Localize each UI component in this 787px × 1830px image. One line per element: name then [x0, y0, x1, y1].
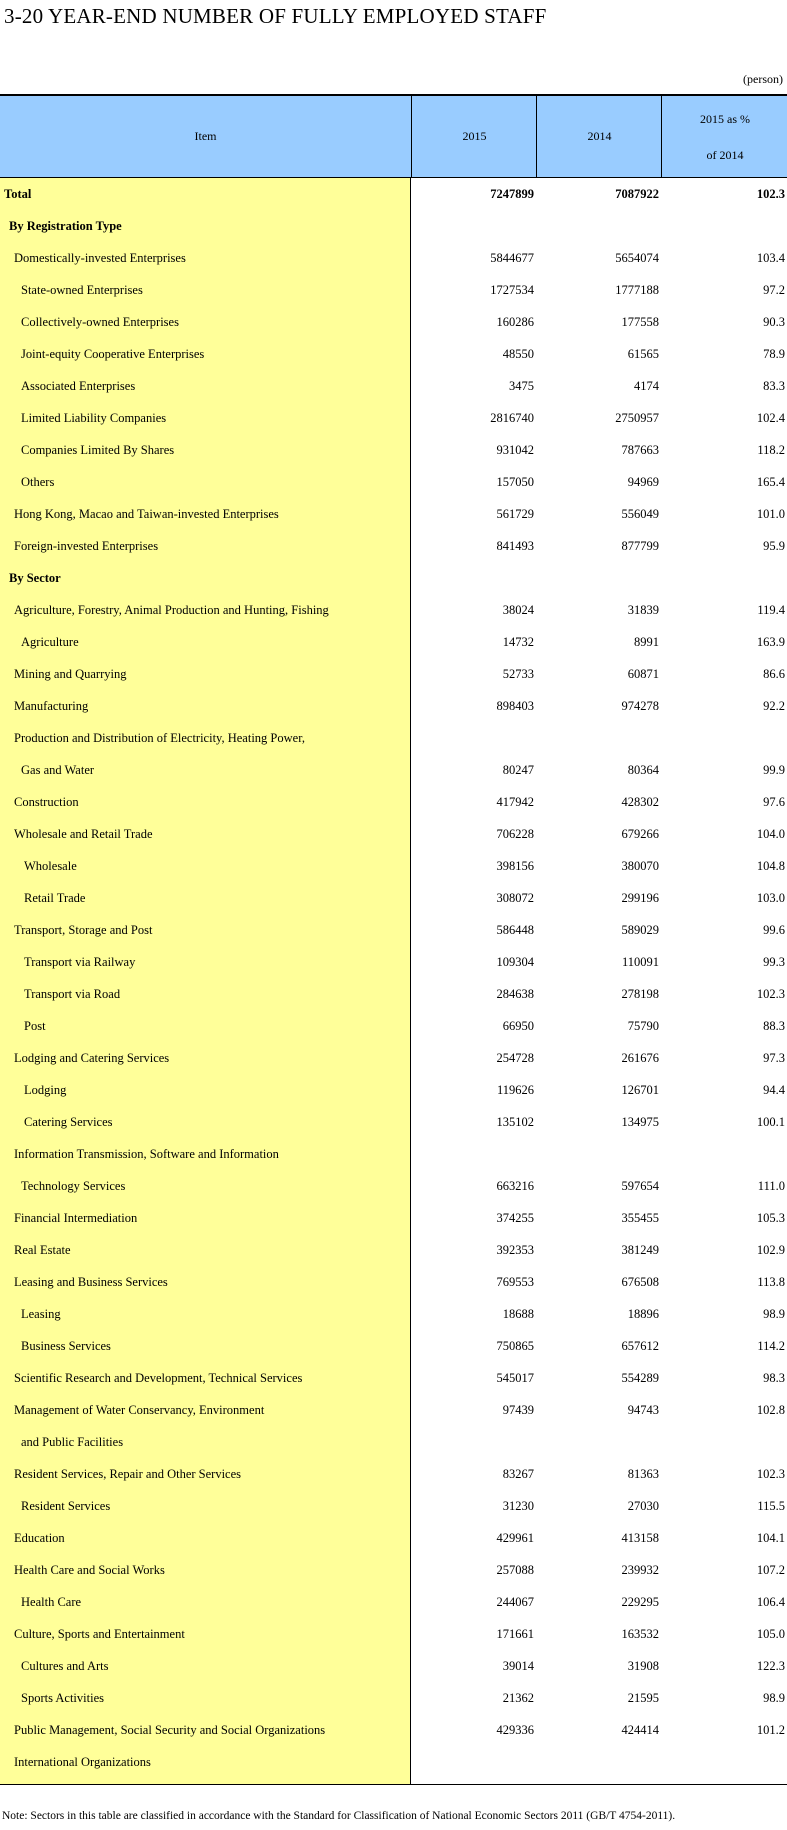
- table-row: [0, 210, 787, 242]
- table-row: [0, 1330, 787, 1362]
- row-item-label: Wholesale and Retail Trade: [14, 827, 153, 841]
- row-value-2015: 21362: [502, 1691, 534, 1705]
- row-value-pct: 83.3: [763, 379, 785, 393]
- row-value-2014: 60871: [627, 667, 659, 681]
- row-value-2014: 7087922: [615, 187, 659, 201]
- row-value-2015: 38024: [502, 603, 534, 617]
- row-value-pct: 163.9: [756, 635, 785, 649]
- row-item-label: Gas and Water: [21, 763, 95, 777]
- row-item-label: Limited Liability Companies: [21, 411, 167, 425]
- row-value-pct: 103.0: [756, 891, 785, 905]
- row-value-pct: 100.1: [756, 1115, 785, 1129]
- table-row: [0, 1586, 787, 1618]
- row-value-2015: 244067: [496, 1595, 534, 1609]
- row-value-pct: 98.9: [763, 1691, 785, 1705]
- row-item-label: Collectively-owned Enterprises: [21, 315, 179, 329]
- row-item-label: Cultures and Arts: [21, 1659, 109, 1673]
- table-row: [0, 594, 787, 626]
- row-value-2014: 679266: [621, 827, 659, 841]
- row-value-2014: 163532: [621, 1627, 659, 1641]
- row-item-label: Public Management, Social Security and Social Organizations: [14, 1723, 326, 1737]
- row-value-2015: 663216: [496, 1179, 534, 1193]
- row-value-2015: 31230: [502, 1499, 534, 1513]
- row-value-pct: 88.3: [763, 1019, 785, 1033]
- row-value-2014: 110091: [621, 955, 659, 969]
- row-value-pct: 102.3: [756, 987, 785, 1001]
- table-row: [0, 1682, 787, 1714]
- row-value-pct: 78.9: [763, 347, 785, 361]
- row-item-label: Culture, Sports and Entertainment: [14, 1627, 185, 1641]
- row-value-pct: 99.9: [763, 763, 785, 777]
- table-row: [0, 850, 787, 882]
- table-row: [0, 754, 787, 786]
- row-value-2014: 657612: [621, 1339, 659, 1353]
- row-value-pct: 104.1: [756, 1531, 785, 1545]
- row-value-2014: 278198: [621, 987, 659, 1001]
- row-item-label: Health Care: [21, 1595, 82, 1609]
- row-value-pct: 115.5: [757, 1499, 785, 1513]
- row-item-label: Transport, Storage and Post: [14, 923, 153, 937]
- row-value-pct: 97.6: [763, 795, 785, 809]
- header-pct: [661, 96, 787, 177]
- row-value-2014: 81363: [627, 1467, 659, 1481]
- row-item-label: Management of Water Conservancy, Environment: [14, 1403, 265, 1417]
- row-item-label: Mining and Quarrying: [14, 667, 127, 681]
- row-item-label: Resident Services, Repair and Other Services: [14, 1467, 242, 1481]
- row-item-label: Post: [24, 1019, 46, 1033]
- row-item-label: Domestically-invested Enterprises: [14, 251, 186, 265]
- row-value-pct: 106.4: [756, 1595, 785, 1609]
- table-row: [0, 1170, 787, 1202]
- row-item-label: Companies Limited By Shares: [21, 443, 175, 457]
- table-row: [0, 1362, 787, 1394]
- table-row: [0, 434, 787, 466]
- row-value-2015: 52733: [502, 667, 534, 681]
- row-value-2015: 160286: [496, 315, 534, 329]
- row-item-label: Transport via Road: [24, 987, 121, 1001]
- table-row: [0, 626, 787, 658]
- table-row: [0, 402, 787, 434]
- row-value-2015: 392353: [496, 1243, 534, 1257]
- row-value-pct: 92.2: [763, 699, 785, 713]
- row-item-label: By Registration Type: [9, 219, 122, 233]
- table-row: [0, 1426, 787, 1458]
- table-row: [0, 658, 787, 690]
- row-value-2014: 2750957: [615, 411, 659, 425]
- row-value-2014: 31839: [627, 603, 659, 617]
- footnote: Note: Sectors in this table are classified in accordance with the Standard for Classification of National Economic Sectors 2011 (GB/T 4754-2011).: [2, 1810, 676, 1822]
- row-item-label: Production and Distribution of Electricity, Heating Power,: [14, 731, 305, 745]
- table-row: [0, 1650, 787, 1682]
- header-item: Item: [194, 129, 217, 143]
- table-row: [0, 914, 787, 946]
- row-value-2014: 589029: [621, 923, 659, 937]
- table-row: [0, 562, 787, 594]
- row-item-label: State-owned Enterprises: [21, 283, 143, 297]
- row-value-2014: 1777188: [615, 283, 659, 297]
- table-row: [0, 1394, 787, 1426]
- table-row: [0, 1266, 787, 1298]
- row-item-label: Scientific Research and Development, Technical Services: [14, 1371, 303, 1385]
- row-value-2014: 134975: [621, 1115, 659, 1129]
- row-value-2014: 229295: [621, 1595, 659, 1609]
- row-item-label: Agriculture: [21, 635, 79, 649]
- page-title: 3-20 YEAR-END NUMBER OF FULLY EMPLOYED STAFF: [4, 4, 547, 28]
- row-value-2015: 398156: [496, 859, 534, 873]
- table-row: [0, 1138, 787, 1170]
- row-value-pct: 99.6: [763, 923, 785, 937]
- row-value-2015: 374255: [496, 1211, 534, 1225]
- table-row: [0, 1298, 787, 1330]
- table-row: [0, 1202, 787, 1234]
- row-value-2014: 4174: [634, 379, 659, 393]
- table-row: [0, 306, 787, 338]
- row-value-2015: 561729: [496, 507, 534, 521]
- table-row: [0, 882, 787, 914]
- row-value-2015: 284638: [496, 987, 534, 1001]
- unit-label: (person): [743, 72, 783, 86]
- row-value-2014: 787663: [621, 443, 659, 457]
- row-value-pct: 97.2: [763, 283, 785, 297]
- row-value-pct: 102.3: [756, 187, 785, 201]
- row-item-label: Associated Enterprises: [21, 379, 136, 393]
- table-row: [0, 530, 787, 562]
- table-row: [0, 274, 787, 306]
- row-item-label: Transport via Railway: [24, 955, 136, 969]
- row-value-pct: 122.3: [756, 1659, 785, 1673]
- row-value-2015: 750865: [496, 1339, 534, 1353]
- row-item-label: By Sector: [9, 571, 61, 585]
- row-item-label: Construction: [14, 795, 79, 809]
- row-item-label: Education: [14, 1531, 65, 1545]
- row-value-2015: 83267: [502, 1467, 534, 1481]
- row-value-2014: 8991: [634, 635, 659, 649]
- row-value-2015: 308072: [496, 891, 534, 905]
- row-value-pct: 98.9: [763, 1307, 785, 1321]
- row-value-2014: 299196: [621, 891, 659, 905]
- row-item-label: Manufacturing: [14, 699, 89, 713]
- row-value-2014: 597654: [621, 1179, 659, 1193]
- table-row: [0, 370, 787, 402]
- row-value-pct: 86.6: [763, 667, 785, 681]
- row-value-2014: 381249: [621, 1243, 659, 1257]
- row-item-label: Information Transmission, Software and Information: [14, 1147, 279, 1161]
- row-item-label: Leasing and Business Services: [14, 1275, 168, 1289]
- row-value-pct: 105.3: [756, 1211, 785, 1225]
- row-item-label: Sports Activities: [21, 1691, 104, 1705]
- table-row: [0, 1234, 787, 1266]
- row-value-2015: 66950: [502, 1019, 534, 1033]
- row-item-label: Others: [21, 475, 55, 489]
- row-value-2015: 931042: [496, 443, 534, 457]
- row-value-2015: 3475: [509, 379, 534, 393]
- row-value-pct: 102.9: [756, 1243, 785, 1257]
- row-value-2015: 586448: [496, 923, 534, 937]
- row-value-pct: 118.2: [757, 443, 785, 457]
- row-value-2015: 97439: [502, 1403, 534, 1417]
- row-value-pct: 94.4: [763, 1083, 785, 1097]
- row-value-2014: 554289: [621, 1371, 659, 1385]
- table-row: [0, 978, 787, 1010]
- row-item-label: Lodging: [24, 1083, 67, 1097]
- row-value-2014: 239932: [621, 1563, 659, 1577]
- row-value-2015: 5844677: [490, 251, 534, 265]
- table-row: [0, 498, 787, 530]
- table-row: [0, 1618, 787, 1650]
- row-value-2014: 413158: [621, 1531, 659, 1545]
- row-value-2014: 126701: [621, 1083, 659, 1097]
- row-value-pct: 104.8: [756, 859, 785, 873]
- row-value-pct: 102.3: [756, 1467, 785, 1481]
- row-value-2015: 2816740: [490, 411, 534, 425]
- row-value-2014: 5654074: [615, 251, 659, 265]
- table-row: [0, 1554, 787, 1586]
- row-value-pct: 97.3: [763, 1051, 785, 1065]
- row-value-pct: 113.8: [757, 1275, 785, 1289]
- row-item-label: Health Care and Social Works: [14, 1563, 165, 1577]
- row-value-pct: 103.4: [756, 251, 785, 265]
- table-header: [0, 94, 787, 178]
- table-row: [0, 242, 787, 274]
- row-item-label: Leasing: [21, 1307, 61, 1321]
- table-row: [0, 1106, 787, 1138]
- row-item-label: Real Estate: [14, 1243, 71, 1257]
- row-item-label: Business Services: [21, 1339, 111, 1353]
- row-value-pct: 98.3: [763, 1371, 785, 1385]
- row-value-2015: 769553: [496, 1275, 534, 1289]
- table-row: [0, 1522, 787, 1554]
- row-item-label: Financial Intermediation: [14, 1211, 138, 1225]
- row-value-2015: 119626: [496, 1083, 534, 1097]
- row-value-pct: 104.0: [756, 827, 785, 841]
- row-value-2015: 171661: [496, 1627, 534, 1641]
- header-2015: 2015: [411, 96, 537, 177]
- row-value-2015: 48550: [502, 347, 534, 361]
- row-item-label: Wholesale: [24, 859, 77, 873]
- row-value-2015: 80247: [502, 763, 534, 777]
- row-value-2014: 974278: [621, 699, 659, 713]
- table-row: [0, 722, 787, 754]
- row-value-pct: 107.2: [756, 1563, 785, 1577]
- row-item-label: Lodging and Catering Services: [14, 1051, 170, 1065]
- row-value-2014: 380070: [621, 859, 659, 873]
- row-value-2014: 424414: [621, 1723, 659, 1737]
- table-row: [0, 1010, 787, 1042]
- table-row: [0, 786, 787, 818]
- row-item-label: Foreign-invested Enterprises: [14, 539, 159, 553]
- table-row: [0, 1042, 787, 1074]
- table-row: [0, 1746, 787, 1778]
- staff-table: [0, 94, 787, 1785]
- row-value-2015: 841493: [496, 539, 534, 553]
- row-value-2015: 39014: [502, 1659, 534, 1673]
- row-value-2014: 18896: [627, 1307, 659, 1321]
- row-value-2014: 80364: [627, 763, 659, 777]
- row-value-2015: 1727534: [490, 283, 534, 297]
- row-value-2014: 261676: [621, 1051, 659, 1065]
- row-value-2014: 31908: [627, 1659, 659, 1673]
- row-value-2014: 27030: [627, 1499, 659, 1513]
- row-value-2015: 18688: [502, 1307, 534, 1321]
- row-item-label: Catering Services: [24, 1115, 113, 1129]
- row-item-label: Agriculture, Forestry, Animal Production and Hunting, Fishing: [14, 603, 329, 617]
- row-value-2015: 109304: [496, 955, 534, 969]
- row-value-pct: 99.3: [763, 955, 785, 969]
- row-value-2014: 61565: [627, 347, 659, 361]
- table-row: [0, 178, 787, 210]
- table-row: [0, 1490, 787, 1522]
- table-row: [0, 1458, 787, 1490]
- row-item-label: Total: [4, 187, 32, 201]
- row-value-pct: 95.9: [763, 539, 785, 553]
- table-row: [0, 946, 787, 978]
- row-value-pct: 102.4: [756, 411, 785, 425]
- row-value-pct: 101.2: [756, 1723, 785, 1737]
- row-value-pct: 102.8: [756, 1403, 785, 1417]
- table-body: [0, 178, 787, 1784]
- table-bottom-rule: [0, 1784, 787, 1785]
- row-value-2015: 417942: [496, 795, 534, 809]
- row-value-2014: 877799: [621, 539, 659, 553]
- row-value-2014: 355455: [621, 1211, 659, 1225]
- row-value-2014: 556049: [621, 507, 659, 521]
- row-value-2015: 7247899: [490, 187, 534, 201]
- row-item-label: Resident Services: [21, 1499, 111, 1513]
- row-value-2014: 94743: [627, 1403, 659, 1417]
- row-value-pct: 165.4: [756, 475, 785, 489]
- header-pct-line1: 2015 as %: [700, 111, 750, 126]
- header-2014: 2014: [536, 96, 662, 177]
- row-value-2015: 898403: [496, 699, 534, 713]
- row-value-2015: 157050: [496, 475, 534, 489]
- row-item-label: Technology Services: [21, 1179, 126, 1193]
- row-value-pct: 114.2: [757, 1339, 785, 1353]
- row-item-label: and Public Facilities: [21, 1435, 124, 1449]
- row-value-2015: 254728: [496, 1051, 534, 1065]
- row-value-pct: 119.4: [757, 603, 785, 617]
- row-value-pct: 90.3: [763, 315, 785, 329]
- row-value-2015: 706228: [496, 827, 534, 841]
- row-value-2015: 14732: [502, 635, 534, 649]
- row-value-pct: 101.0: [756, 507, 785, 521]
- row-value-2014: 676508: [621, 1275, 659, 1289]
- row-value-pct: 111.0: [757, 1179, 785, 1193]
- header-pct-line2: of 2014: [706, 147, 744, 162]
- table-row: [0, 818, 787, 850]
- row-value-2014: 21595: [627, 1691, 659, 1705]
- row-item-label: Joint-equity Cooperative Enterprises: [21, 347, 205, 361]
- row-item-label: International Organizations: [14, 1755, 151, 1769]
- table-row: [0, 338, 787, 370]
- row-value-2015: 257088: [496, 1563, 534, 1577]
- row-value-pct: 105.0: [756, 1627, 785, 1641]
- table-row: [0, 466, 787, 498]
- table-row: [0, 690, 787, 722]
- row-value-2015: 429961: [496, 1531, 534, 1545]
- table-row: [0, 1714, 787, 1746]
- row-item-label: Hong Kong, Macao and Taiwan-invested Enterprises: [14, 507, 279, 521]
- row-item-label: Retail Trade: [24, 891, 86, 905]
- row-value-2015: 545017: [496, 1371, 534, 1385]
- row-value-2015: 429336: [496, 1723, 534, 1737]
- row-value-2014: 177558: [621, 315, 659, 329]
- row-value-2015: 135102: [496, 1115, 534, 1129]
- row-value-2014: 94969: [627, 475, 659, 489]
- table-row: [0, 1074, 787, 1106]
- row-value-2014: 75790: [627, 1019, 659, 1033]
- row-value-2014: 428302: [621, 795, 659, 809]
